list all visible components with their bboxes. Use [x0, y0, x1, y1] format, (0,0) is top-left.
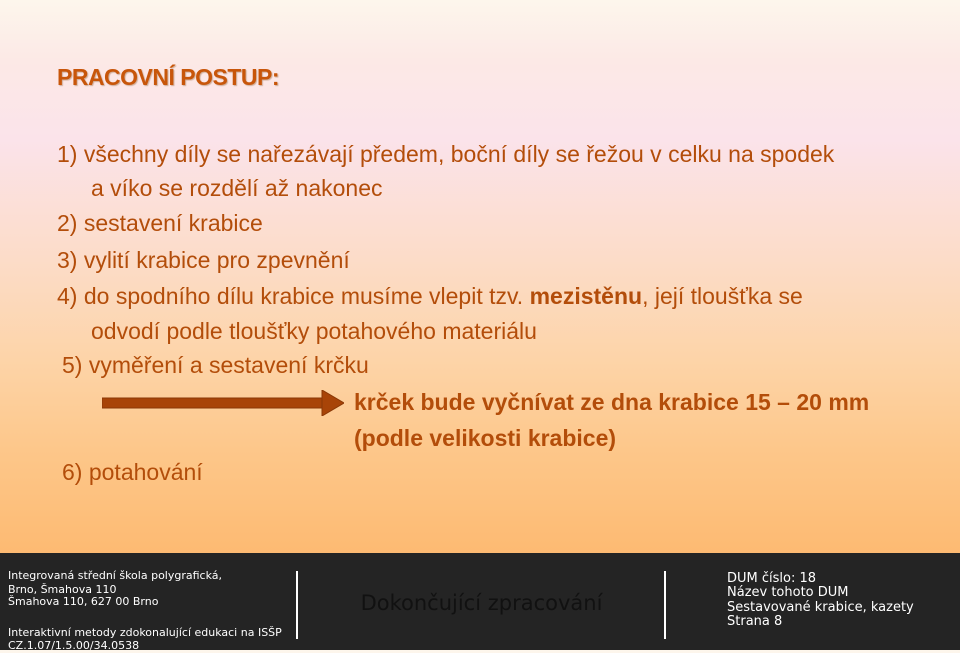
step-5: 5) vyměření a sestavení krčku: [62, 352, 369, 378]
slide-heading: PRACOVNÍ POSTUP:: [57, 64, 280, 90]
step-4-text-start: 4) do spodního dílu krabice musíme vlepit tzv.: [57, 283, 530, 309]
step-1-line-1: 1) všechny díly se nařezávají předem, boční díly se řežou v celku na spodek: [57, 141, 835, 167]
step-6: 6) potahování: [62, 459, 203, 485]
school-address: Šmahova 110, 627 00 Brno: [8, 595, 159, 608]
step-4-keyword: mezistěnu: [529, 283, 643, 309]
right-arrow-icon: [102, 390, 344, 416]
page-number: Strana 8: [727, 614, 783, 629]
project-name: Interaktivní metody zdokonalující edukaci na ISŠP: [8, 626, 282, 639]
dum-name-label: Název tohoto DUM: [727, 585, 849, 600]
school-name-line-2: Brno, Šmahova 110: [8, 583, 117, 596]
dum-name: Sestavované krabice, kazety: [727, 600, 914, 615]
arrow-note-line-1: krček bude vyčnívat ze dna krabice 15 – 20 mm: [354, 389, 870, 415]
step-1-line-2: a víko se rozdělí až nakonec: [91, 175, 383, 201]
footer-divider-left: [296, 571, 298, 639]
school-name-line-1: Integrovaná střední škola polygrafická,: [8, 569, 222, 582]
step-4-line-2: odvodí podle tloušťky potahového materiálu: [91, 318, 537, 344]
dum-number: DUM číslo: 18: [727, 571, 817, 586]
project-code: CZ.1.07/1.5.00/34.0538: [8, 639, 140, 652]
footer-divider-right: [664, 571, 666, 639]
step-2: 2) sestavení krabice: [57, 210, 263, 236]
step-3: 3) vylití krabice pro zpevnění: [57, 247, 350, 273]
footer-bar: [0, 553, 960, 650]
step-4-line-1: [57, 282, 803, 310]
arrow-note-line-2: (podle velikosti krabice): [354, 425, 617, 451]
step-4-text-end: , její tloušťka se: [642, 283, 803, 309]
footer-topic-title: Dokončující zpracování: [360, 591, 603, 615]
